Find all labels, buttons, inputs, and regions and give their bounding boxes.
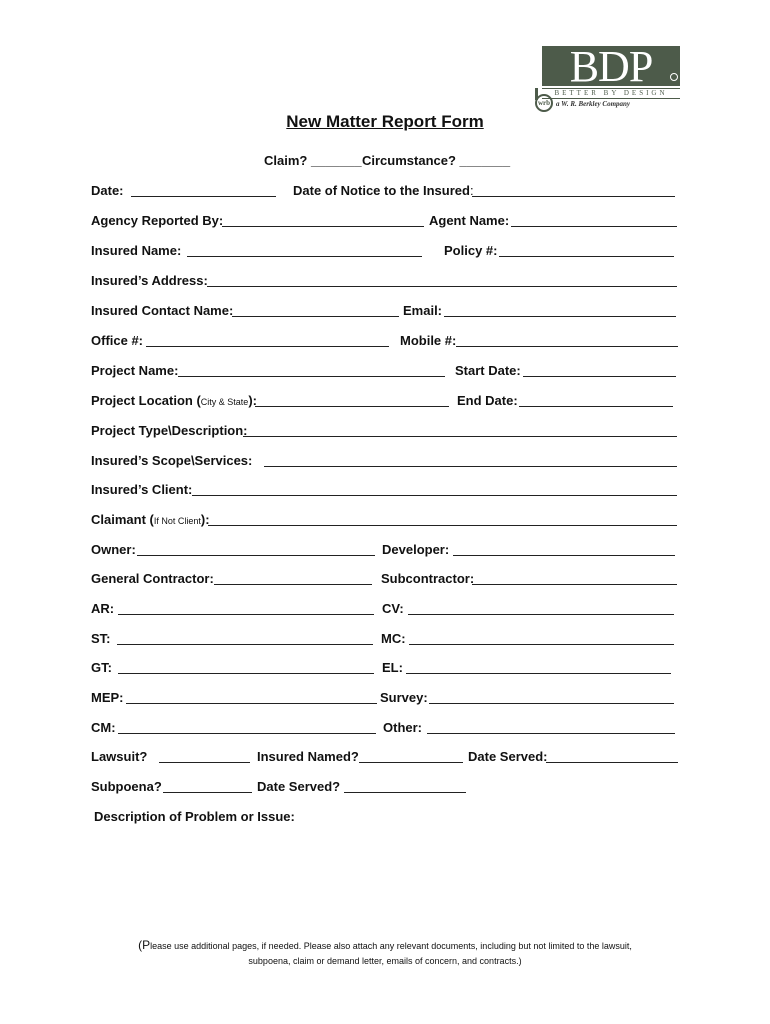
- contractor-row: [91, 571, 681, 589]
- claim-row: [91, 153, 681, 171]
- agent-name-label: Agent Name:: [429, 213, 510, 228]
- cv-field[interactable]: [408, 614, 674, 615]
- st-mc-row: [91, 631, 681, 649]
- insureds-scope-label: Insured’s Scope\Services:: [91, 453, 253, 468]
- project-location-hint: City & State: [200, 397, 249, 407]
- subpoena-date-served-label: Date Served?: [257, 779, 341, 794]
- owner-field[interactable]: [137, 555, 375, 556]
- st-label: ST:: [91, 631, 111, 646]
- claimant-close: ):: [200, 512, 210, 527]
- owner-label: Owner:: [91, 542, 136, 557]
- project-name-row: [91, 363, 681, 381]
- date-of-notice-label: [293, 183, 474, 199]
- project-name-label: Project Name:: [91, 363, 179, 378]
- insured-name-row: [91, 243, 681, 261]
- insured-named-label: Insured Named?: [257, 749, 359, 764]
- project-type-label: Project Type\Description:: [91, 423, 248, 438]
- footer-note: [90, 938, 680, 969]
- footer-open-paren: (: [138, 938, 143, 952]
- claimant-label: [91, 512, 210, 529]
- insured-name-field[interactable]: [187, 256, 422, 257]
- date-served-field[interactable]: [546, 762, 678, 763]
- insureds-address-row: [91, 273, 681, 291]
- email-field[interactable]: [444, 316, 676, 317]
- end-date-field[interactable]: [519, 406, 673, 407]
- footer-note-line-1: [90, 938, 680, 954]
- cv-label: CV:: [382, 601, 404, 616]
- st-field[interactable]: [117, 644, 373, 645]
- date-field[interactable]: [131, 196, 276, 197]
- subpoena-date-served-field[interactable]: [344, 792, 466, 793]
- lawsuit-label: Lawsuit?: [91, 749, 148, 764]
- project-location-label: [91, 393, 257, 410]
- mobile-number-field[interactable]: [456, 346, 678, 347]
- insureds-client-field[interactable]: [192, 495, 677, 496]
- lawsuit-row: [91, 749, 681, 767]
- claim-field[interactable]: Claim? _______: [264, 153, 362, 168]
- registered-mark-icon: [670, 73, 678, 81]
- gt-label: GT:: [91, 660, 112, 675]
- ar-label: AR:: [91, 601, 115, 616]
- agency-row: [91, 213, 681, 231]
- claimant-hint: If Not Client: [153, 516, 201, 526]
- office-number-label: Office #:: [91, 333, 144, 348]
- claimant-field[interactable]: [208, 525, 677, 526]
- project-location-field[interactable]: [255, 406, 449, 407]
- date-row: [91, 183, 681, 201]
- date-of-notice-colon: :: [469, 183, 474, 198]
- footer-first-letter: P: [142, 938, 151, 952]
- insured-contact-row: [91, 303, 681, 321]
- logo-parent-company: a W. R. Berkley Company: [556, 100, 631, 108]
- subpoena-row: [91, 779, 681, 797]
- form-title: New Matter Report Form: [286, 112, 484, 131]
- policy-number-field[interactable]: [499, 256, 674, 257]
- cm-field[interactable]: [118, 733, 376, 734]
- insureds-address-field[interactable]: [207, 286, 677, 287]
- project-type-field[interactable]: [243, 436, 677, 437]
- other-field[interactable]: [427, 733, 675, 734]
- insureds-scope-row: [91, 453, 681, 471]
- start-date-field[interactable]: [523, 376, 676, 377]
- date-label: Date:: [91, 183, 124, 198]
- start-date-label: Start Date:: [455, 363, 521, 378]
- logo-mark-text: BDP: [569, 42, 653, 91]
- developer-label: Developer:: [382, 542, 450, 557]
- insureds-address-label: Insured’s Address:: [91, 273, 208, 288]
- date-of-notice-field[interactable]: [472, 196, 675, 197]
- logo-mark-box: [542, 42, 680, 91]
- subpoena-field[interactable]: [163, 792, 252, 793]
- date-of-notice-text: Date of Notice to the Insured: [293, 183, 470, 198]
- agency-reported-by-label: Agency Reported By:: [91, 213, 224, 228]
- claimant-row: [91, 512, 681, 530]
- general-contractor-field[interactable]: [214, 584, 372, 585]
- subcontractor-field[interactable]: [472, 584, 677, 585]
- developer-field[interactable]: [453, 555, 675, 556]
- el-label: EL:: [382, 660, 403, 675]
- policy-number-label: Policy #:: [444, 243, 498, 258]
- office-number-field[interactable]: [146, 346, 389, 347]
- end-date-label: End Date:: [457, 393, 518, 408]
- gt-el-row: [91, 660, 681, 678]
- el-field[interactable]: [406, 673, 671, 674]
- project-location-close: ):: [248, 393, 257, 408]
- project-name-field[interactable]: [178, 376, 445, 377]
- bdp-logo: [535, 44, 681, 114]
- subcontractor-label: Subcontractor:: [381, 571, 475, 586]
- insured-name-label: Insured Name:: [91, 243, 182, 258]
- circumstance-field[interactable]: Circumstance? _______: [362, 153, 511, 168]
- gt-field[interactable]: [118, 673, 374, 674]
- insureds-scope-field[interactable]: [264, 466, 677, 467]
- insureds-client-row: [91, 482, 681, 500]
- mep-field[interactable]: [126, 703, 377, 704]
- phone-row: [91, 333, 681, 351]
- general-contractor-label: General Contractor:: [91, 571, 214, 586]
- mc-field[interactable]: [409, 644, 674, 645]
- footer-note-line-2: subpoena, claim or demand letter, emails of concern, and contracts.): [248, 956, 522, 966]
- claimant-text: Claimant (: [91, 512, 154, 527]
- lawsuit-field[interactable]: [159, 762, 250, 763]
- cm-other-row: [91, 720, 681, 738]
- description-row: [91, 809, 681, 827]
- mep-survey-row: [91, 690, 681, 708]
- project-location-text: Project Location (: [91, 393, 201, 408]
- mc-label: MC:: [381, 631, 406, 646]
- mep-label: MEP:: [91, 690, 124, 705]
- footer-line-1-text: lease use additional pages, if needed. Please also attach any relevant documents, including but not limited to the lawsuit,: [150, 941, 632, 951]
- mobile-number-label: Mobile #:: [400, 333, 457, 348]
- insured-named-field[interactable]: [359, 762, 463, 763]
- agent-name-field[interactable]: [511, 226, 677, 227]
- other-label: Other:: [383, 720, 422, 735]
- insureds-client-label: Insured’s Client:: [91, 482, 193, 497]
- ar-field[interactable]: [118, 614, 374, 615]
- agency-reported-by-field[interactable]: [222, 226, 424, 227]
- description-label: Description of Problem or Issue:: [94, 809, 295, 824]
- date-served-label: Date Served:: [468, 749, 548, 764]
- project-type-row: [91, 423, 681, 441]
- email-label: Email:: [403, 303, 443, 318]
- insured-contact-name-field[interactable]: [232, 316, 399, 317]
- berkley-b-icon: wrb: [535, 94, 553, 112]
- subpoena-label: Subpoena?: [91, 779, 162, 794]
- owner-row: [91, 542, 681, 560]
- cm-label: CM:: [91, 720, 116, 735]
- project-location-row: [91, 393, 681, 411]
- logo-tagline: BETTER BY DESIGN: [542, 88, 680, 99]
- insured-contact-name-label: Insured Contact Name:: [91, 303, 234, 318]
- ar-cv-row: [91, 601, 681, 619]
- description-area[interactable]: [91, 832, 681, 932]
- survey-label: Survey:: [380, 690, 428, 705]
- survey-field[interactable]: [429, 703, 674, 704]
